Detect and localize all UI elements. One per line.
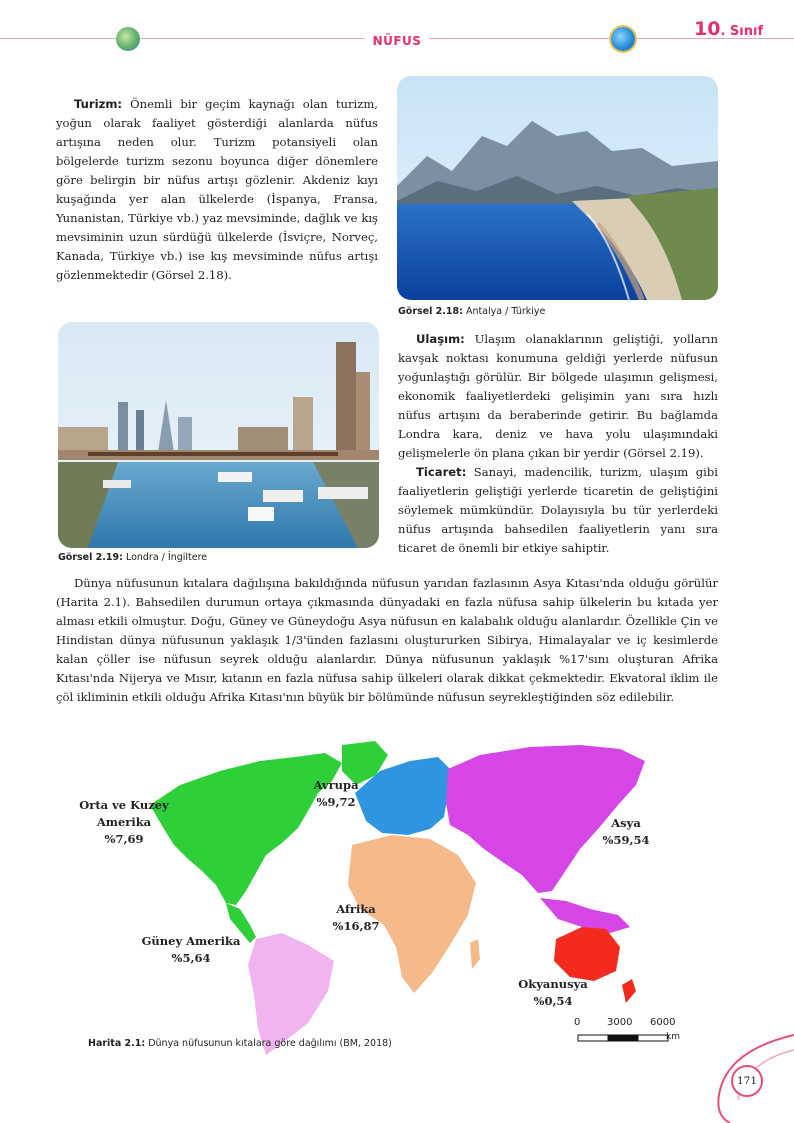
world-map-svg [70,733,710,1063]
north-america-shape [150,753,342,905]
world-map [70,733,710,1063]
grade-suffix: . Sınıf [720,24,764,39]
trade-text: Sanayi, madencilik, turizm, ulaşım gibi faaliyetlerin geliştiği yerlerde ticaretin de geliştiğini söylemek mümkündür. Dolayısıyla bu tür yerlerdeki nüfus artışında bahsedilen faaliyetlerin yanı sıra ticaret de önemli bir etkiye sahiptir. [398,465,718,555]
oceania-name: Okyanusya [518,977,588,991]
europe-value: %9,72 [316,795,356,809]
tourism-label: Turizm: [74,97,123,111]
grade-number: 10 [694,18,721,40]
asia-value: %59,54 [602,833,650,847]
scale-bar [578,1035,668,1041]
scale-tick-0: 0 [574,1017,581,1028]
tourism-text: Önemli bir geçim kaynağı olan turizm, yoğun olarak faaliyet gösterdiği alanlarda nüfus artışına neden olur. Turizm potansiyeli olan bölgelerde turizm sezonu boyunca diğer dönemlere göre belirgin bir nüfus artışı gözlenir. Akdeniz kıyı kuşağında yer alan ülkelerde (İspanya, Fransa, Yunanistan, Türkiye vb.) yaz mevsiminde, dağlık ve kış mevsiminin uzun sürdüğü ülkelerde (İsviçre, Norveç, Kanada, Türkiye vb.) ise kış mevsiminde nüfus artışı gözlenmektedir (Görsel 2.18). [56,97,378,282]
africa-value: %16,87 [332,919,380,933]
north-america-name-2: Amerika [96,815,152,829]
london-photo [58,322,379,548]
africa-name: Afrika [336,902,376,916]
london-photo-art [58,322,379,548]
asia-name: Asya [611,816,641,830]
page-number: 171 [731,1065,763,1097]
header-title: NÜFUS [0,34,794,48]
scale-unit: km [666,1032,680,1042]
label-oceania [510,976,596,1010]
map-caption-label: Harita 2.1: [88,1038,146,1049]
label-asia [586,815,666,849]
antalya-caption-label: Görsel 2.18: [398,306,463,317]
grade-label [694,18,763,40]
tourism-paragraph [56,95,378,285]
south-america-value: %5,64 [171,951,211,965]
london-caption [58,552,207,563]
antalya-photo-art [397,76,718,300]
antalya-photo [397,76,718,300]
north-america-value: %7,69 [104,832,144,846]
scale-tick-3000: 3000 [607,1017,633,1028]
antalya-caption [398,306,545,317]
london-caption-label: Görsel 2.19: [58,552,123,563]
oceania-value: %0,54 [533,994,573,1008]
north-america-name-1: Orta ve Kuzey [79,798,169,812]
oceania-shape [554,927,620,981]
madagascar-shape [470,939,480,969]
globe-icon-right [611,27,635,51]
trade-paragraph [398,463,718,558]
label-south-america [136,933,246,967]
label-africa [326,901,386,935]
south-america-name: Güney Amerika [141,934,241,948]
london-caption-text: Londra / İngiltere [122,552,208,563]
trade-label: Ticaret: [416,465,467,479]
map-caption-text: Dünya nüfusunun kıtalara göre dağılımı (BM, 2018) [145,1038,392,1049]
transport-label: Ulaşım: [416,332,465,346]
south-america-shape [248,933,334,1055]
antalya-caption-text: Antalya / Türkiye [462,306,546,317]
europe-name: Avrupa [313,778,359,792]
map-caption [88,1038,392,1049]
transport-paragraph [398,330,718,463]
transport-text: Ulaşım olanaklarının geliştiği, yolların kavşak noktası konumuna geldiği yerlerde nüfusun yoğunlaştığı görülür. Bir bölgede ulaşımın gelişmesi, ekonomik faaliyetlerdeki gelişimin yanı sıra hızlı nüfus artışını da beraberinde getirir. Bu bağlamda Londra kara, deniz ve hava yolu ulaşımındaki gelişmelerle ön plana çıkan bir yerdir (Görsel 2.19). [398,332,718,460]
scale-tick-6000: 6000 [650,1017,676,1028]
main-paragraph: Dünya nüfusunun kıtalara dağılışına bakıldığında nüfusun yarıdan fazlasının Asya Kıtası'nda olduğu görülür (Harita 2.1). Bahsedilen durumun ortaya çıkmasında dünyadaki en fazla nüfusa sahip ülkelerin bu kıtada yer alması etkili olmuştur. Doğu, Güney ve Güneydoğu Asya nüfusun en kalabalık olduğu alanlardır. Özellikle Çin ve Hindistan dünya nüfusunun yaklaşık 1/3'ünden fazlasını oluştururken Sibirya, Himalayalar ve iç kesimlerde kalan çöller ise nüfusun seyrek olduğu alanlardır. Dünya nüfusunun yaklaşık %17'sını oluşturan Afrika Kıtası'nda Nijerya ve Mısır, kıtanın en fazla nüfusa sahip ülkeleri olarak dikkat çekmektedir. Ekvatoral iklim ile çöl ikliminin etkili olduğu Afrika Kıtası'nın büyük bir bölümünde nüfusun seyrekleştiğinden söz edilebilir. [56,576,718,704]
label-north-america [72,797,176,848]
new-zealand-shape [622,979,636,1003]
label-europe [306,777,366,811]
